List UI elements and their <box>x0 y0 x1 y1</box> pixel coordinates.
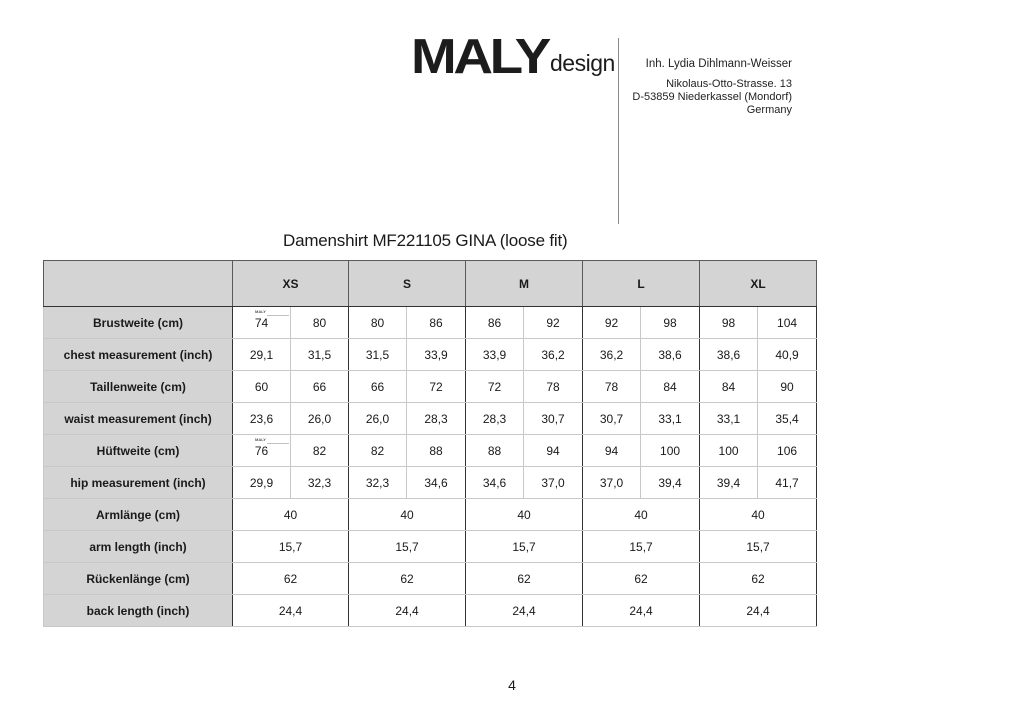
measurement-row <box>44 371 817 403</box>
measurement-row <box>44 499 817 531</box>
measurement-value: 26,0 <box>291 403 349 435</box>
measurement-value: 84 <box>641 371 700 403</box>
measurement-value: 94 <box>524 435 583 467</box>
measurement-value: 15,7 <box>466 531 583 563</box>
measurement-value: 66 <box>291 371 349 403</box>
measurement-value: 33,9 <box>407 339 466 371</box>
measurement-value: 33,1 <box>700 403 758 435</box>
measurement-row <box>44 531 817 563</box>
measurement-value: 86 <box>466 307 524 339</box>
measurement-row <box>44 563 817 595</box>
measurement-value: 82 <box>291 435 349 467</box>
measurement-row <box>44 307 817 339</box>
size-header: M <box>466 261 583 307</box>
measurement-value: 15,7 <box>700 531 817 563</box>
row-label: Armlänge (cm) <box>44 499 233 531</box>
measurement-value: 106 <box>758 435 817 467</box>
row-label: Hüftweite (cm) <box>44 435 233 467</box>
measurement-value: 62 <box>583 563 700 595</box>
measurement-value: 31,5 <box>349 339 407 371</box>
measurement-value: 78 <box>524 371 583 403</box>
measurement-value: 84 <box>700 371 758 403</box>
measurement-value: 37,0 <box>524 467 583 499</box>
measurement-value <box>233 435 291 467</box>
measurement-value: 40,9 <box>758 339 817 371</box>
measurement-value: 62 <box>233 563 349 595</box>
measurement-value: 33,1 <box>641 403 700 435</box>
owner-name: Inh. Lydia Dihlmann-Weisser <box>645 58 792 70</box>
measurement-row <box>44 339 817 371</box>
measurement-value: 40 <box>466 499 583 531</box>
size-header-row <box>44 261 817 307</box>
size-header: XL <box>700 261 817 307</box>
measurement-value: 72 <box>466 371 524 403</box>
measurement-value: 92 <box>524 307 583 339</box>
measurement-value: 88 <box>407 435 466 467</box>
measurement-value: 36,2 <box>583 339 641 371</box>
maly-watermark <box>255 309 289 320</box>
measurement-value: 104 <box>758 307 817 339</box>
measurement-value: 62 <box>466 563 583 595</box>
measurement-value: 80 <box>349 307 407 339</box>
measurement-row <box>44 403 817 435</box>
measurement-value: 60 <box>233 371 291 403</box>
measurement-value: 94 <box>583 435 641 467</box>
measurement-value: 26,0 <box>349 403 407 435</box>
measurement-value: 100 <box>641 435 700 467</box>
measurement-value: 24,4 <box>583 595 700 627</box>
document-title: Damenshirt MF221105 GINA (loose fit) <box>283 231 568 250</box>
measurement-value: 90 <box>758 371 817 403</box>
row-label: chest measurement (inch) <box>44 339 233 371</box>
measurement-value-text: 76 <box>254 443 269 458</box>
company-address <box>632 58 792 117</box>
measurement-value: 24,4 <box>700 595 817 627</box>
measurement-value: 24,4 <box>466 595 583 627</box>
measurement-value <box>233 307 291 339</box>
measurement-value: 38,6 <box>641 339 700 371</box>
measurement-value: 40 <box>700 499 817 531</box>
page-number: 4 <box>508 677 516 693</box>
measurement-value: 30,7 <box>583 403 641 435</box>
address-country: Germany <box>746 104 792 116</box>
measurement-value: 88 <box>466 435 524 467</box>
watermark-text: MALY <box>255 437 266 442</box>
header-divider <box>618 38 619 224</box>
measurement-value: 31,5 <box>291 339 349 371</box>
measurement-value: 40 <box>349 499 466 531</box>
measurement-value: 100 <box>700 435 758 467</box>
measurement-value: 24,4 <box>233 595 349 627</box>
measurement-value: 39,4 <box>700 467 758 499</box>
size-header: XS <box>233 261 349 307</box>
measurement-value: 41,7 <box>758 467 817 499</box>
measurement-value: 28,3 <box>466 403 524 435</box>
address-street: Nikolaus-Otto-Strasse. 13 <box>666 78 792 90</box>
measurement-value: 80 <box>291 307 349 339</box>
measurement-value: 82 <box>349 435 407 467</box>
logo-wordmark: MALY <box>411 30 549 84</box>
maly-design-logo <box>411 30 615 84</box>
measurement-value: 98 <box>641 307 700 339</box>
measurement-value: 40 <box>233 499 349 531</box>
measurement-value: 28,3 <box>407 403 466 435</box>
measurement-value: 32,3 <box>349 467 407 499</box>
measurement-value: 35,4 <box>758 403 817 435</box>
size-chart-table <box>43 260 817 627</box>
row-label: arm length (inch) <box>44 531 233 563</box>
size-header: L <box>583 261 700 307</box>
measurement-value: 40 <box>583 499 700 531</box>
measurement-value: 34,6 <box>407 467 466 499</box>
measurement-value: 37,0 <box>583 467 641 499</box>
measurement-value: 62 <box>700 563 817 595</box>
measurement-row <box>44 595 817 627</box>
measurement-value: 30,7 <box>524 403 583 435</box>
maly-watermark <box>255 437 289 448</box>
measurement-row <box>44 467 817 499</box>
measurement-value: 66 <box>349 371 407 403</box>
logo-subtext: design <box>550 50 615 76</box>
measurement-value: 24,4 <box>349 595 466 627</box>
measurement-value-text: 74 <box>254 315 269 330</box>
header-corner <box>44 261 233 307</box>
measurement-value: 92 <box>583 307 641 339</box>
measurement-value: 62 <box>349 563 466 595</box>
watermark-line <box>267 315 289 316</box>
watermark-text: MALY <box>255 309 266 314</box>
measurement-value: 36,2 <box>524 339 583 371</box>
measurement-value: 38,6 <box>700 339 758 371</box>
measurement-value: 98 <box>700 307 758 339</box>
measurement-value: 15,7 <box>583 531 700 563</box>
row-label: back length (inch) <box>44 595 233 627</box>
measurement-value: 72 <box>407 371 466 403</box>
measurement-value: 15,7 <box>233 531 349 563</box>
row-label: waist measurement (inch) <box>44 403 233 435</box>
row-label: Brustweite (cm) <box>44 307 233 339</box>
measurement-value: 32,3 <box>291 467 349 499</box>
measurement-value: 39,4 <box>641 467 700 499</box>
measurement-value: 34,6 <box>466 467 524 499</box>
row-label: hip measurement (inch) <box>44 467 233 499</box>
row-label: Rückenlänge (cm) <box>44 563 233 595</box>
measurement-value: 78 <box>583 371 641 403</box>
row-label: Taillenweite (cm) <box>44 371 233 403</box>
size-header: S <box>349 261 466 307</box>
measurement-value: 15,7 <box>349 531 466 563</box>
address-city: D-53859 Niederkassel (Mondorf) <box>632 91 792 103</box>
measurement-value: 23,6 <box>233 403 291 435</box>
measurement-value: 33,9 <box>466 339 524 371</box>
measurement-value: 29,1 <box>233 339 291 371</box>
measurement-value: 86 <box>407 307 466 339</box>
measurement-value: 29,9 <box>233 467 291 499</box>
watermark-line <box>267 443 289 444</box>
measurement-row <box>44 435 817 467</box>
